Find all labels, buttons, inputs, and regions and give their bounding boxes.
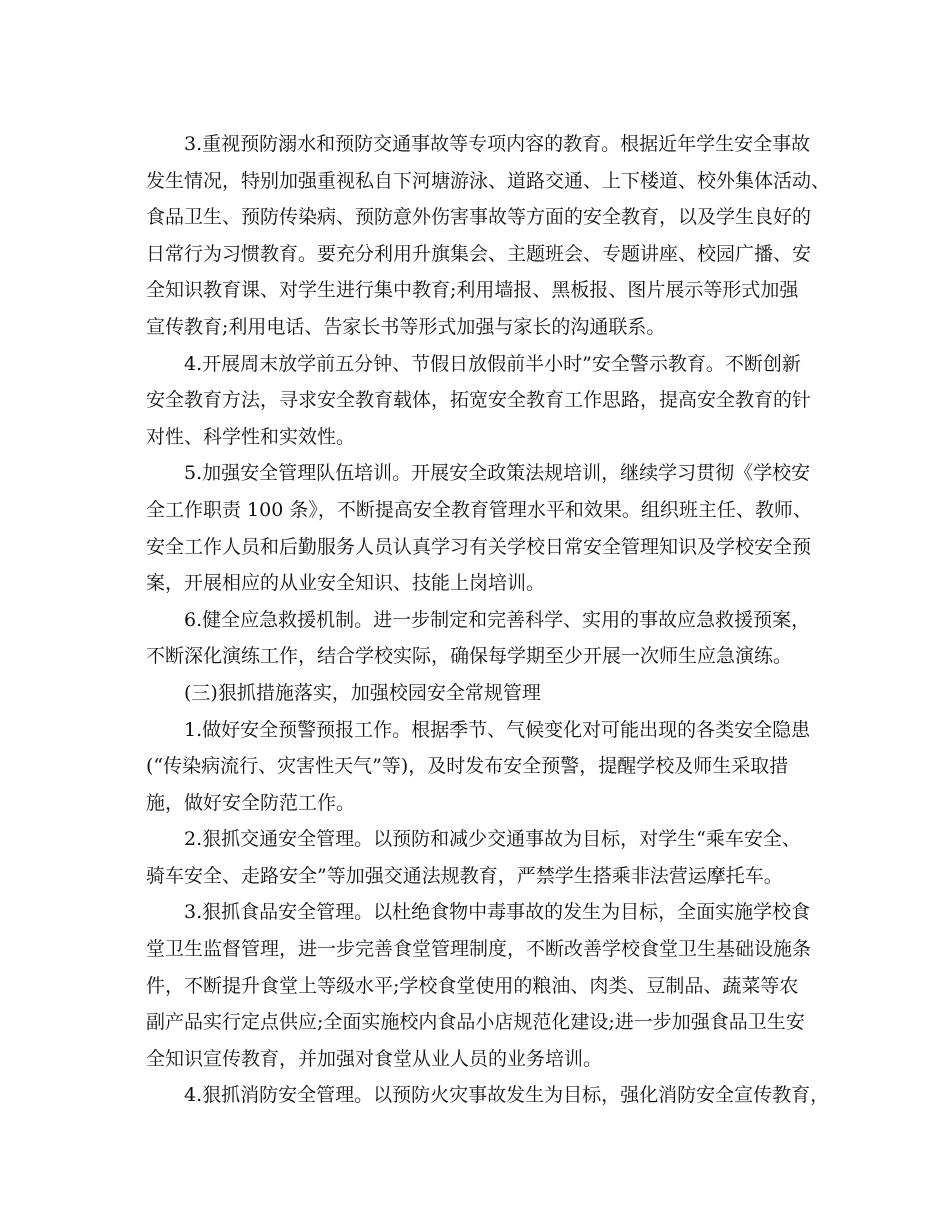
text-line: 发生情况，特别加强重视私自下河塘游泳、道路交通、上下楼道、校外集体活动、 xyxy=(146,169,831,192)
text-line: 3.重视预防溺水和预防交通事故等专项内容的教育。根据近年学生安全事故 xyxy=(184,133,811,155)
text-line: 安全工作人员和后勤服务人员认真学习有关学校日常安全管理知识及学校安全预 xyxy=(146,535,812,558)
text-line: 5.加强安全管理队伍培训。开展安全政策法规培训，继续学习贯彻《学校安 xyxy=(184,462,811,485)
text-line: 4.开展周末放学前五分钟、节假日放假前半小时”安全警示教育。不断创新 xyxy=(184,352,801,375)
text-line: 6.健全应急救援机制。进一步制定和完善科学、实用的事故应急救援预案， xyxy=(184,608,811,631)
text-line: 宣传教育;利用电话、告家长书等形式加强与家长的沟通联系。 xyxy=(146,315,666,338)
text-line: 1.做好安全预警预报工作。根据季节、气候变化对可能出现的各类安全隐患 xyxy=(184,718,811,741)
text-line: 安全教育方法，寻求安全教育载体，拓宽安全教育工作思路，提高安全教育的针 xyxy=(146,389,812,412)
text-line: (三)狠抓措施落实，加强校园安全常规管理 xyxy=(184,681,541,704)
text-line: 对性、科学性和实效性。 xyxy=(146,425,356,448)
text-line: 食品卫生、预防传染病、预防意外伤害事故等方面的安全教育，以及学生良好的 xyxy=(146,206,812,229)
text-line: 全知识宣传教育，并加强对食堂从业人员的业务培训。 xyxy=(146,1047,603,1070)
text-line: (“传染病流行、灾害性天气”等)，及时发布安全预警，提醒学校及师生采取措 xyxy=(146,755,789,778)
text-line: 骑车安全、走路安全”等加强交通法规教育，严禁学生搭乘非法营运摩托车。 xyxy=(146,864,783,887)
text-line: 4.狠抓消防安全管理。以预防火灾事故发生为目标，强化消防安全宣传教育， xyxy=(184,1084,830,1107)
text-line: 堂卫生监督管理，进一步完善食堂管理制度，不断改善学校食堂卫生基础设施条 xyxy=(146,938,812,961)
text-line: 全知识教育课、对学生进行集中教育;利用墙报、黑板报、图片展示等形式加强 xyxy=(146,279,799,302)
text-line: 案，开展相应的从业安全知识、技能上岗培训。 xyxy=(146,572,546,595)
text-line: 不断深化演练工作，结合学校实际，确保每学期至少开展一次师生应急演练。 xyxy=(146,645,793,668)
document-body xyxy=(146,126,831,1114)
text-line: 3.狠抓食品安全管理。以杜绝食物中毒事故的发生为目标，全面实施学校食 xyxy=(184,901,811,924)
text-line: 全工作职责 100 条》，不断提高安全教育管理水平和效果。组织班主任、教师、 xyxy=(146,498,812,521)
text-line: 2.狠抓交通安全管理。以预防和减少交通事故为目标，对学生“乘车安全、 xyxy=(184,828,801,851)
text-line: 件，不断提升食堂上等级水平;学校食堂使用的粮油、肉类、豆制品、蔬菜等农 xyxy=(146,974,799,997)
text-line: 施，做好安全防范工作。 xyxy=(146,791,356,814)
text-line: 日常行为习惯教育。要充分利用升旗集会、主题班会、专题讲座、校园广播、安 xyxy=(146,242,812,265)
text-line: 副产品实行定点供应;全面实施校内食品小店规范化建设;进一步加强食品卫生安 xyxy=(146,1011,805,1034)
